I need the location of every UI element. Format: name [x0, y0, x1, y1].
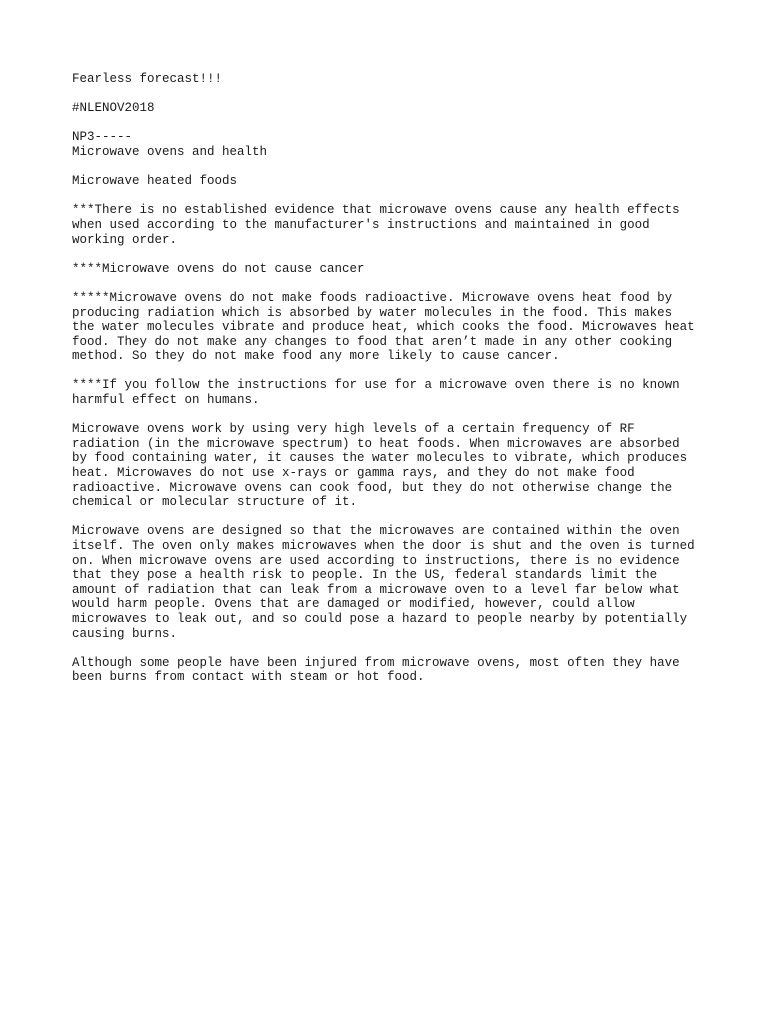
paragraph-no-cancer: ****Microwave ovens do not cause cancer: [72, 261, 365, 276]
section-title: NP3----- Microwave ovens and health: [72, 130, 268, 159]
forecast-heading: Fearless forecast!!!: [72, 72, 223, 86]
paragraph-not-radioactive: *****Microwave ovens do not make foods radioactive. Microwave ovens heat food by producing radiation which is absorbed by water molecules in the food. This makes the water molecules vibrate and produce heat, which cooks the food. Microwaves heat food. They do not make any changes to food that aren’t made in any other cooking method. So they do not make food any more likely to cause cancer.: [72, 290, 695, 364]
document-page: [72, 72, 712, 700]
subheading: Microwave heated foods: [72, 174, 238, 189]
paragraph-design-safety: Microwave ovens are designed so that the microwaves are contained within the oven itself. The oven only makes microwaves when the door is shut and the oven is turned on. When microwave ovens are used according to instructions, there is no evidence that they pose a health risk to people. In the US, federal standards limit the amount of radiation that can leak from a microwave oven to a level far below what would harm people. Ovens that are damaged or modified, however, could allow microwaves to leak out, and so could pose a hazard to people nearby by potentially causing burns.: [72, 524, 695, 641]
paragraph-injuries: Although some people have been injured from microwave ovens, most often they have been burns from contact with steam or hot food.: [72, 655, 680, 685]
paragraph-health-effects: ***There is no established evidence that microwave ovens cause any health effects when used according to the manufacturer's instructions and maintained in good working order.: [72, 203, 680, 247]
hashtag-line: #NLENOV2018: [72, 101, 155, 116]
paragraph-how-they-work: Microwave ovens work by using very high levels of a certain frequency of RF radiation (in the microwave spectrum) to heat foods. When microwaves are absorbed by food containing water, it causes the water molecules to vibrate, which produces heat. Microwaves do not use x-rays or gamma rays, and they do not make food radioactive. Microwave ovens can cook food, but they do not otherwise change the chemical or molecular structure of it.: [72, 422, 688, 510]
paragraph-instructions: ****If you follow the instructions for use for a microwave oven there is no known harmful effect on humans.: [72, 378, 680, 408]
